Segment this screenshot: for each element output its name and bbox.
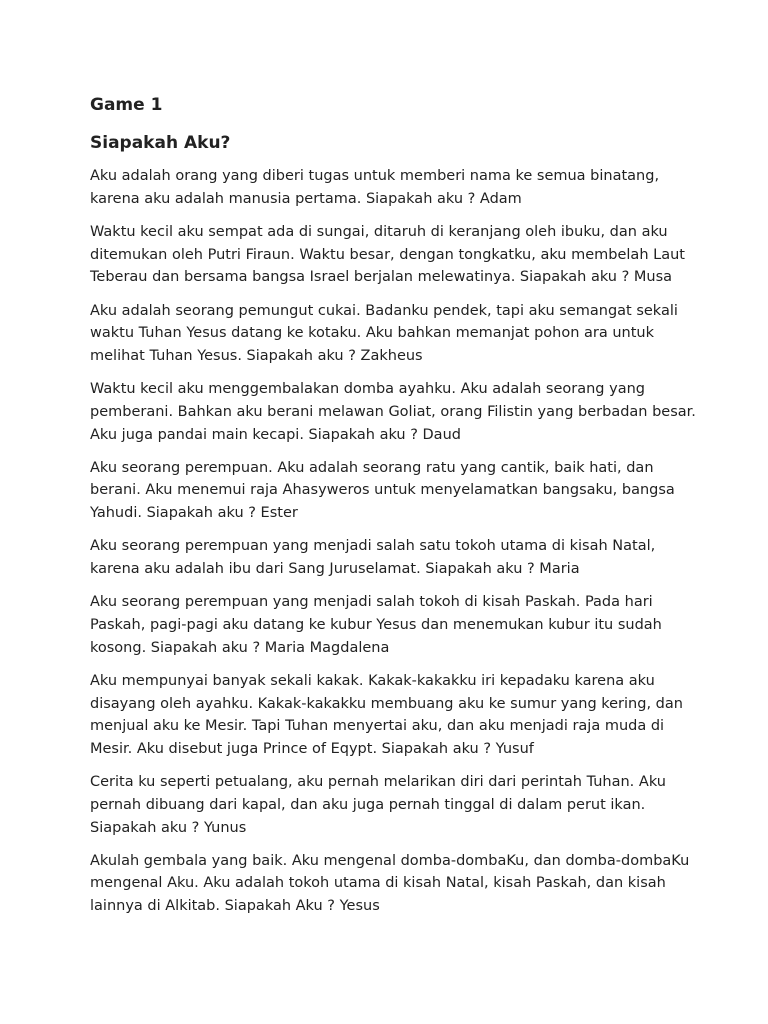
paragraph-line: pemberani. Bahkan aku berani melawan Goliat, orang Filistin yang berbadan besar. — [90, 403, 696, 420]
paragraph-line: Aku adalah orang yang diberi tugas untuk memberi nama ke semua binatang, — [90, 168, 660, 184]
paragraph-line: kosong. Siapakah aku ? Maria Magdalena — [90, 639, 390, 656]
document-subtitle: Siapakah Aku? — [90, 133, 231, 153]
paragraph-line: Aku adalah seorang pemungut cukai. Badanku pendek, tapi aku semangat sekali — [90, 302, 678, 319]
document-page — [90, 93, 696, 928]
paragraph-line: disayang oleh ayahku. Kakak-kakakku membuang aku ke sumur yang kering, dan — [90, 695, 683, 712]
paragraph-line: waktu Tuhan Yesus datang ke kotaku. Aku bahkan memanjat pohon ara untuk — [90, 325, 655, 342]
paragraph-line: Aku mempunyai banyak sekali kakak. Kakak-kakakku iri kepadaku karena aku — [90, 672, 655, 689]
paragraph — [90, 670, 690, 761]
paragraph — [90, 378, 696, 446]
document-title: Game 1 — [90, 95, 163, 115]
paragraph-line: Waktu kecil aku menggembalakan domba ayahku. Aku adalah seorang yang — [90, 381, 645, 398]
paragraph-line: pernah dibuang dari kapal, dan aku juga pernah tinggal di dalam perut ikan. — [90, 796, 646, 813]
paragraph-line: ditemukan oleh Putri Firaun. Waktu besar, dengan tongkatku, aku membelah Laut — [90, 246, 685, 263]
paragraph-line: Siapakah aku ? Yunus — [90, 819, 247, 836]
paragraph-line: Aku seorang perempuan yang menjadi salah satu tokoh utama di kisah Natal, — [90, 538, 656, 555]
paragraph — [90, 771, 690, 839]
paragraph-line: Yahudi. Siapakah aku ? Ester — [90, 505, 298, 522]
paragraph-line: menjual aku ke Mesir. Tapi Tuhan menyertai aku, dan aku menjadi raja muda di — [90, 718, 665, 735]
paragraph — [90, 850, 690, 918]
paragraph-line: Aku juga pandai main kecapi. Siapakah aku ? Daud — [90, 426, 461, 443]
paragraph — [90, 457, 690, 525]
paragraph-line: Aku seorang perempuan. Aku adalah seorang ratu yang cantik, baik hati, dan — [90, 459, 654, 476]
paragraph-line: Aku seorang perempuan yang menjadi salah tokoh di kisah Paskah. Pada hari — [90, 594, 653, 611]
paragraph-line: Akulah gembala yang baik. Aku mengenal domba-dombaKu, dan domba-dombaKu — [90, 852, 690, 869]
paragraph-line: karena aku adalah ibu dari Sang Juruselamat. Siapakah aku ? Maria — [90, 561, 580, 578]
paragraph — [90, 591, 690, 659]
paragraph-line: Cerita ku seperti petualang, aku pernah melarikan diri dari perintah Tuhan. Aku — [90, 774, 666, 791]
paragraph — [90, 221, 690, 289]
paragraph-line: Paskah, pagi-pagi aku datang ke kubur Yesus dan menemukan kubur itu sudah — [90, 616, 662, 633]
paragraph — [90, 535, 690, 580]
paragraph-line: Teberau dan bersama bangsa Israel berjalan melewatinya. Siapakah aku ? Musa — [90, 269, 673, 286]
paragraph — [90, 165, 690, 210]
paragraph-line: berani. Aku menemui raja Ahasyweros untuk menyelamatkan bangsaku, bangsa — [90, 482, 675, 499]
paragraph-line: lainnya di Alkitab. Siapakah Aku ? Yesus — [90, 898, 380, 915]
paragraph-line: Mesir. Aku disebut juga Prince of Eqypt. Siapakah aku ? Yusuf — [90, 740, 534, 757]
paragraph-line: melihat Tuhan Yesus. Siapakah aku ? Zakheus — [90, 347, 423, 364]
paragraph-line: karena aku adalah manusia pertama. Siapakah aku ? Adam — [90, 190, 522, 207]
paragraph-line: Waktu kecil aku sempat ada di sungai, ditaruh di keranjang oleh ibuku, dan aku — [90, 223, 668, 240]
paragraph-line: mengenal Aku. Aku adalah tokoh utama di kisah Natal, kisah Paskah, dan kisah — [90, 875, 666, 892]
paragraph — [90, 300, 690, 368]
